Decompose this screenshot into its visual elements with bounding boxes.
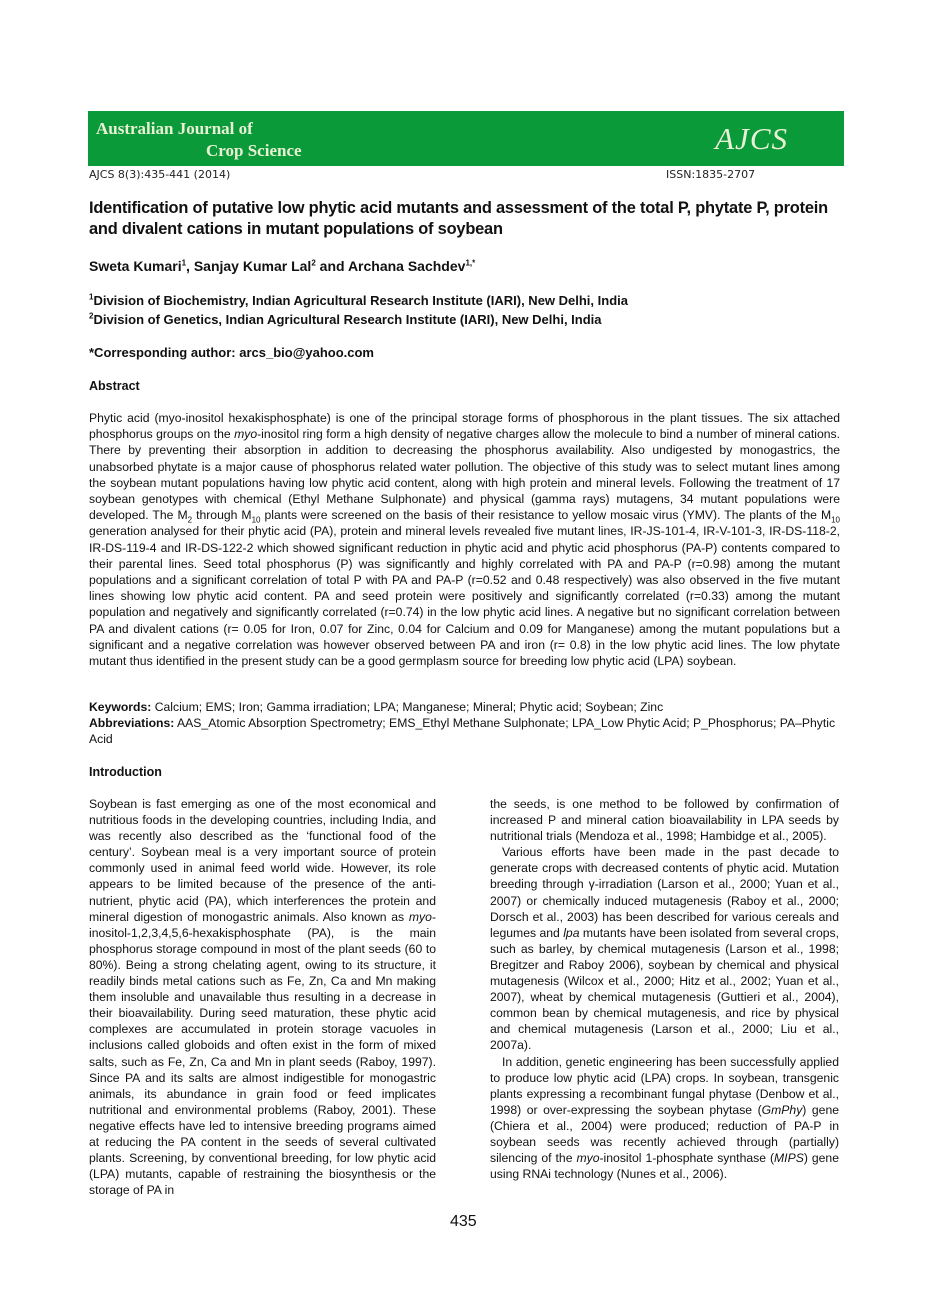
intro-right-column: [490, 796, 839, 1182]
issn: ISSN:1835-2707: [666, 168, 756, 181]
affiliation-mark: 1: [89, 292, 94, 302]
abbreviations-label: Abbreviations:: [89, 716, 175, 731]
paper-title: Identification of putative low phytic acid mutants and assessment of the total P, phytate P, protein and divalent cations in mutant populations of soybean: [89, 199, 828, 238]
author-name: Sweta Kumari: [89, 258, 182, 274]
author-affiliation-mark: 1,*: [465, 258, 476, 268]
journal-name-line2: Crop Science: [206, 141, 302, 160]
citation: AJCS 8(3):435-441 (2014): [89, 168, 231, 181]
corresponding-author: *Corresponding author: arcs_bio@yahoo.com: [89, 345, 374, 360]
keywords-block: [89, 699, 840, 748]
abbreviations-text: AAS_Atomic Absorption Spectrometry; EMS_Ethyl Methane Sulphonate; LPA_Low Phytic Acid; P_Phosphorus; PA–Phytic Acid: [89, 716, 836, 747]
affiliation-text: Division of Biochemistry, Indian Agricultural Research Institute (IARI), New Delhi, India: [93, 293, 628, 308]
keywords-label: Keywords:: [89, 700, 152, 714]
author-name: Archana Sachdev: [347, 258, 466, 274]
journal-logo: AJCS: [715, 121, 788, 156]
journal-banner: [88, 111, 844, 166]
author-name: Sanjay Kumar Lal: [193, 258, 312, 274]
affiliation-1: [89, 293, 628, 308]
affiliation-mark: 2: [89, 311, 94, 321]
paragraph: Soybean is fast emerging as one of the most economical and nutritious foods in the developing countries, including India, and was recently also described as the ‘functional food of the century’. Soybean meal is a very important source of protein commonly used in animal feed world wide. However, its role appears to be limited because of the presence of the anti-nutrient, phytic acid (PA), which interferences the protein and mineral digestion of monogastric animals. Also known as myo-inositol-1,2,3,4,5,6-hexakisphosphate (PA), is the main phosphorus storage compound in most of the plant seeds (60 to 80%). Being a strong chelating agent, owing to its structure, it readily binds metal cations such as Fe, Zn, Ca and Mn making them insoluble and unavailable thus resulting in a decrease in their bioavailability. During seed maturation, these phytic acid complexes are accumulated in protein storage vacuoles in inclusions called globoids and often exist in the form of mixed salts, such as Fe, Zn, Ca and Mn in plant seeds (Raboy, 1997). Since PA and its salts are almost indigestible for monogastric animals, its abundance in grain food or feed implicates nutritional and environmental problems (Raboy, 2001). These negative effects have led to intensive breeding programs aimed at reducing the PA content in the seeds of several cultivated plants. Screening, by conventional breeding, for low phytic acid (LPA) mutants, capable of restraining the biosynthesis or the storage of PA in: [89, 797, 436, 1198]
affiliation-2: [89, 312, 602, 327]
keywords-text: Calcium; EMS; Iron; Gamma irradiation; LPA; Manganese; Mineral; Phytic acid; Soybean; Zinc: [151, 700, 664, 714]
author-affiliation-mark: 1: [181, 258, 187, 268]
paragraph: In addition, genetic engineering has been successfully applied to produce low phytic acid (LPA) crops. In soybean, transgenic plants expressing a recombinant fungal phytase (Denbow et al., 1998) or over-expressing the soybean phytase (GmPhy) gene (Chiera et al., 2004) were produced; reduction of PA-P in soybean seeds was recently achieved through (partially) silencing of the myo-inositol 1-phosphate synthase (MIPS) gene using RNAi technology (Nunes et al., 2006).: [490, 1054, 839, 1182]
introduction-heading: Introduction: [89, 765, 162, 779]
abstract-heading: Abstract: [89, 379, 140, 393]
page-number: 435: [450, 1213, 477, 1230]
abstract-text: Phytic acid (myo-inositol hexakisphosphate) is one of the principal storage forms of phosphorous in the plant tissues. The six attached phosphorus groups on the myo-inositol ring form a high density of negative charges allow the molecule to bind a number of mineral cations. There by preventing their absorption in addition to decreasing the phosphorus availability. Also undigested by monogastrics, the unabsorbed phytate is a major cause of phosphorus related water pollution. The objective of this study was to select mutant lines among the soybean mutant populations having low phytic acid content, along with high protein and mineral levels. Following the treatment of 17 soybean genotypes with chemical (Ethyl Methane Sulphonate) and physical (gamma rays) mutagens, 34 mutant populations were developed. The $M_2$ through $M_{10}$ plants were screened on the basis of their resistance to yellow mosaic virus (YMV). The plants of the $M_{10}$ generation analysed for their phytic acid (PA), protein and mineral levels revealed five mutant lines, IR-JS-101-4, IR-V-101-3, IR-DS-118-2, IR-DS-119-4 and IR-DS-122-2 which showed significant reduction in phytic acid and phytic acid phosphorus (PA-P) contents compared to their parental lines. Seed total phosphorus (P) was significantly and highly correlated with PA and PA-P (r=0.98) among the mutant populations and a significant correlation of total P with PA and PA-P (r=0.52 and 0.48 respectively) was also observed in the five mutant lines showing low phytic acid content. PA and seed protein were positively and significantly correlated (r=0.33) among the mutant population and negatively and significantly correlated (r=0.74) in the low phytic acid lines. A negative but no significant correlation between PA and divalent cations (r= 0.05 for Iron, 0.07 for Zinc, 0.04 for Calcium and 0.09 for Manganese) among the mutant populations but a significant and a negative correlation was however observed between PA and iron (r= 0.8) in the low phytic acid lines. The low phytate mutant thus identified in the present study can be a good germplasm source for breeding low phytic acid (LPA) soybean.: [89, 411, 841, 669]
journal-name-line1: Australian Journal of: [96, 119, 253, 138]
paragraph: Various efforts have been made in the past decade to generate crops with decreased contents of phytic acid. Mutation breeding through γ-irradiation (Larson et al., 2000; Yuan et al., 2007) or chemically induced mutagenesis (Raboy et al., 2000; Dorsch et al., 2003) has been described for various cereals and legumes and lpa mutants have been isolated from several crops, such as barley, by chemical mutagenesis (Larson et al., 1998; Bregitzer and Raboy 2006), soybean by chemical and physical mutagenesis (Wilcox et al., 2000; Hitz et al., 2002; Yuan et al., 2007), wheat by chemical mutagenesis (Guttieri et al., 2004), common bean by chemical mutagenesis, and rice by physical and chemical mutagenesis (Larson et al., 2000; Liu et al., 2007a).: [490, 845, 839, 1053]
affiliation-text: Division of Genetics, Indian Agricultural Research Institute (IARI), New Delhi, India: [93, 312, 602, 327]
author-list: Sweta Kumari$^1$, Sanjay Kumar Lal$^2$ and Archana Sachdev$^{1,*}$: [89, 258, 476, 274]
author-affiliation-mark: 2: [311, 258, 316, 268]
intro-left-column: [89, 796, 436, 1198]
paragraph: the seeds, is one method to be followed by confirmation of increased P and mineral cation bioavailability in LPA seeds by nutritional trials (Mendoza et al., 1998; Hambidge et al., 2005).: [490, 797, 839, 844]
author-conjunction: and: [319, 258, 345, 274]
